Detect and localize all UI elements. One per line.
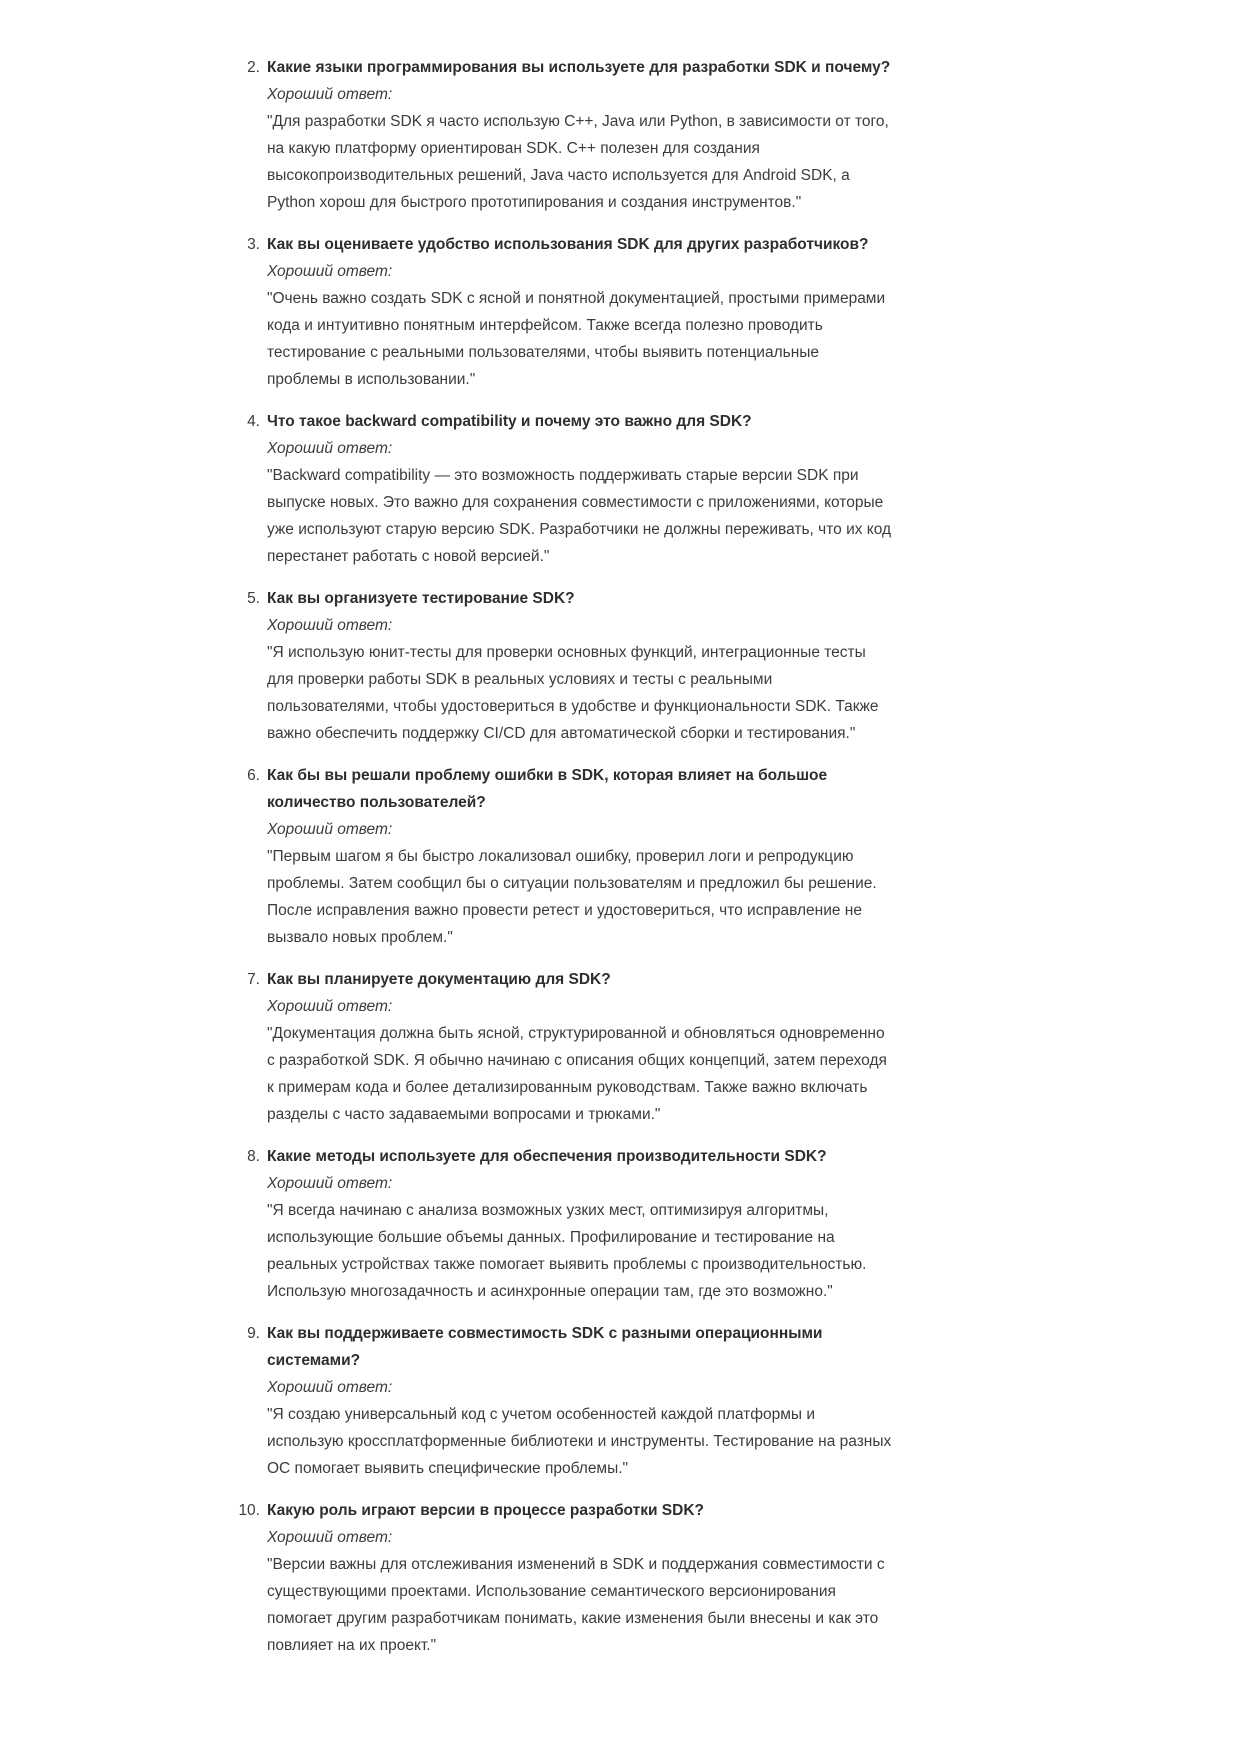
list-item	[231, 1143, 892, 1305]
list-item	[231, 408, 892, 570]
item-content	[267, 408, 892, 570]
item-number: 8.	[247, 1148, 260, 1165]
list-item	[231, 1320, 892, 1482]
answer-label: Хороший ответ:	[267, 440, 393, 457]
answer-label: Хороший ответ:	[267, 1379, 393, 1396]
question-text: Как вы организуете тестирование SDK?	[267, 590, 575, 607]
question-text: Как вы оцениваете удобство использования SDK для других разработчиков?	[267, 236, 869, 253]
answer-text: "Первым шагом я бы быстро локализовал ошибку, проверил логи и репродукцию проблемы. Затем сообщил бы о ситуации пользователям и предложил бы решение. После исправления важно провести ретест и удостовериться, что исправление не вызвало новых проблем."	[267, 848, 877, 946]
question-text: Как вы поддерживаете совместимость SDK с разными операционными системами?	[267, 1325, 823, 1369]
item-number: 5.	[247, 590, 260, 607]
list-item	[231, 585, 892, 747]
answer-label: Хороший ответ:	[267, 821, 393, 838]
item-content	[267, 54, 892, 216]
item-number: 4.	[247, 413, 260, 430]
item-number: 10.	[238, 1502, 260, 1519]
answer-text: "Я использую юнит-тесты для проверки основных функций, интеграционные тесты для проверки работы SDK в реальных условиях и тесты с реальными пользователями, чтобы удостовериться в удобстве и функциональности SDK. Также важно обеспечить поддержку CI/CD для автоматической сборки и тестирования."	[267, 644, 879, 742]
answer-text: "Документация должна быть ясной, структурированной и обновляться одновременно с разработкой SDK. Я обычно начинаю с описания общих концепций, затем переходя к примерам кода и более детализированным руководствам. Также важно включать разделы с часто задаваемыми вопросами и трюками."	[267, 1025, 887, 1123]
answer-label: Хороший ответ:	[267, 617, 393, 634]
item-number: 7.	[247, 971, 260, 988]
question-text: Какие методы используете для обеспечения производительности SDK?	[267, 1148, 827, 1165]
item-content	[267, 762, 892, 951]
item-number: 6.	[247, 767, 260, 784]
answer-label: Хороший ответ:	[267, 86, 393, 103]
answer-label: Хороший ответ:	[267, 1529, 393, 1546]
answer-label: Хороший ответ:	[267, 998, 393, 1015]
answer-text: "Очень важно создать SDK с ясной и понятной документацией, простыми примерами кода и интуитивно понятным интерфейсом. Также всегда полезно проводить тестирование с реальными пользователями, чтобы выявить потенциальные проблемы в использовании."	[267, 290, 886, 388]
item-content	[267, 585, 892, 747]
question-text: Что такое backward compatibility и почему это важно для SDK?	[267, 413, 752, 430]
answer-label: Хороший ответ:	[267, 1175, 393, 1192]
list-item	[231, 231, 892, 393]
item-number: 2.	[247, 59, 260, 76]
item-content	[267, 1320, 892, 1482]
answer-text: "Я всегда начинаю с анализа возможных узких мест, оптимизируя алгоритмы, использующие большие объемы данных. Профилирование и тестирование на реальных устройствах также помогает выявить проблемы с производительностью. Использую многозадачность и асинхронные операции там, где это возможно."	[267, 1202, 867, 1300]
question-text: Как бы вы решали проблему ошибки в SDK, которая влияет на большое количество пользователей?	[267, 767, 828, 811]
question-text: Как вы планируете документацию для SDK?	[267, 971, 611, 988]
item-content	[267, 1497, 892, 1659]
item-content	[267, 1143, 892, 1305]
answer-label: Хороший ответ:	[267, 263, 393, 280]
question-text: Какую роль играют версии в процессе разработки SDK?	[267, 1502, 704, 1519]
question-text: Какие языки программирования вы используете для разработки SDK и почему?	[267, 59, 891, 76]
list-item	[231, 1497, 892, 1659]
item-number: 3.	[247, 236, 260, 253]
answer-text: "Backward compatibility — это возможность поддерживать старые версии SDK при выпуске новых. Это важно для сохранения совместимости с приложениями, которые уже используют старую версию SDK. Разработчики не должны переживать, что их код перестанет работать с новой версией."	[267, 467, 892, 565]
list-item	[231, 762, 892, 951]
answer-text: "Версии важны для отслеживания изменений в SDK и поддержания совместимости с существующими проектами. Использование семантического версионирования помогает другим разработчикам понимать, какие изменения были внесены и как это повлияет на их проект."	[267, 1556, 885, 1654]
list-item	[231, 54, 892, 216]
item-content	[267, 231, 892, 393]
question-list	[231, 54, 892, 1674]
item-content	[267, 966, 892, 1128]
item-number: 9.	[247, 1325, 260, 1342]
list-item	[231, 966, 892, 1128]
answer-text: "Я создаю универсальный код с учетом особенностей каждой платформы и использую кроссплатформенные библиотеки и инструменты. Тестирование на разных ОС помогает выявить специфические проблемы."	[267, 1406, 892, 1477]
answer-text: "Для разработки SDK я часто использую C++, Java или Python, в зависимости от того, на какую платформу ориентирован SDK. C++ полезен для создания высокопроизводительных решений, Java часто используется для Android SDK, а Python хорош для быстрого прототипирования и создания инструментов."	[267, 113, 889, 211]
